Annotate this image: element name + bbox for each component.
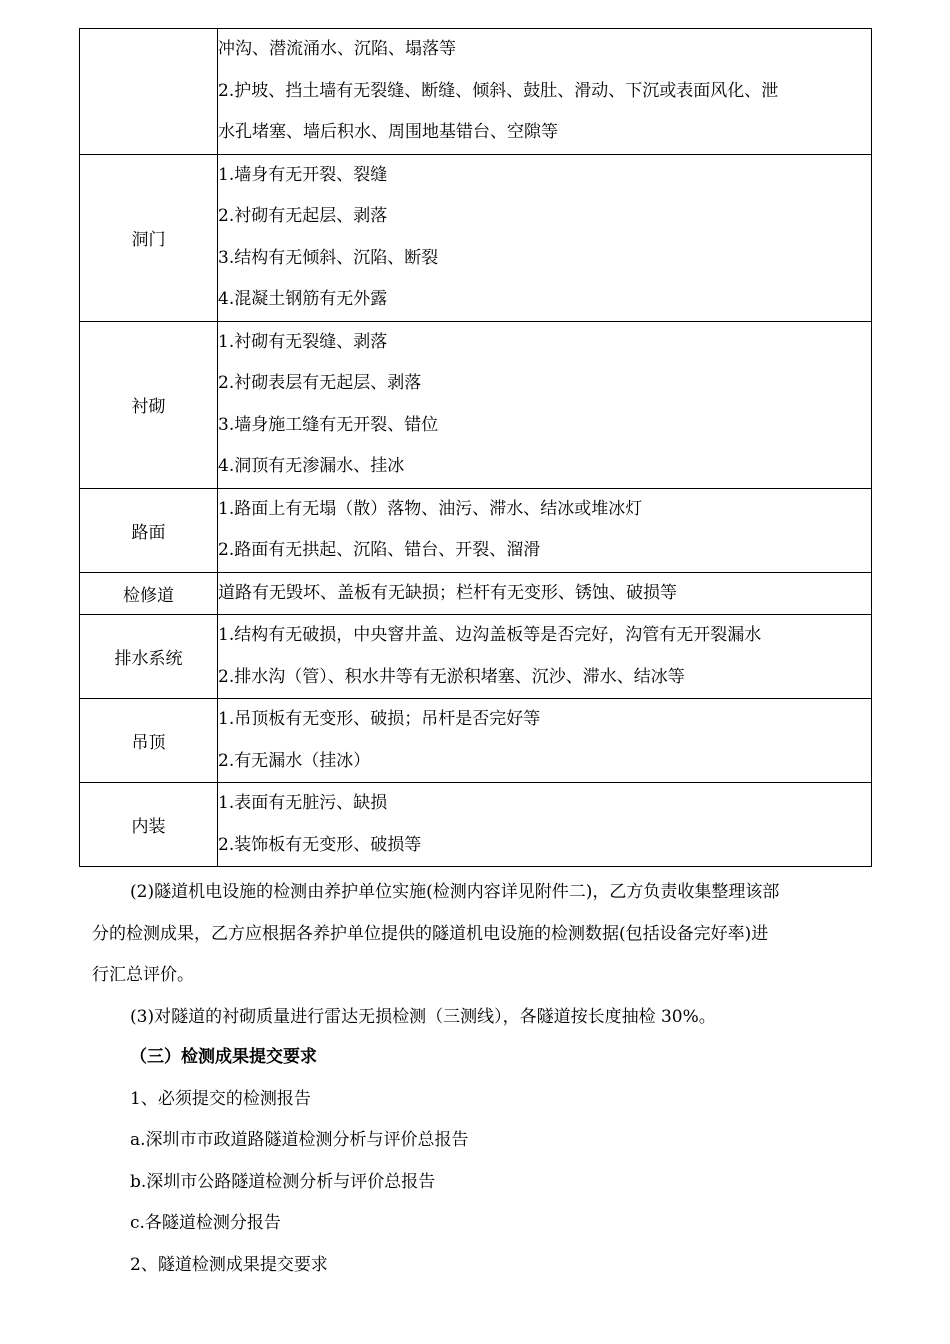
- table-row: [80, 29, 872, 155]
- item-line: 冲沟、潜流涌水、沉陷、塌落等: [218, 39, 456, 59]
- paragraph-2-line-3: 行汇总评价。: [92, 965, 194, 985]
- item-line: 1.路面上有无塌（散）落物、油污、滞水、结冰或堆冰灯: [218, 498, 643, 519]
- table-row: [80, 321, 872, 488]
- item-line: 道路有无毁坏、盖板有无缺损；栏杆有无变形、锈蚀、破损等: [218, 582, 677, 603]
- category-cell: [80, 29, 218, 155]
- paragraph-2-line-2: 分的检测成果，乙方应根据各养护单位提供的隧道机电设施的检测数据(包括设备完好率)进: [92, 924, 769, 944]
- item-line: 1.衬砌有无裂缝、剥落: [218, 331, 388, 352]
- items-cell: [218, 154, 872, 321]
- list-item-2: 2、隧道检测成果提交要求: [130, 1255, 328, 1275]
- item-line: 1.结构有无破损，中央窨井盖、边沟盖板等是否完好，沟管有无开裂漏水: [218, 625, 762, 645]
- item-line: 2.排水沟（管）、积水井等有无淤积堵塞、沉沙、滞水、结冰等: [218, 666, 685, 687]
- item-line: 2.衬砌有无起层、剥落: [218, 206, 388, 226]
- item-line: 2.护坡、挡土墙有无裂缝、断缝、倾斜、鼓肚、滑动、下沉或表面风化、泄: [218, 80, 779, 101]
- table-row: [80, 699, 872, 783]
- section-heading: （三）检测成果提交要求: [130, 1047, 317, 1067]
- item-line: 3.结构有无倾斜、沉陷、断裂: [218, 247, 439, 268]
- paragraph-3: (3)对隧道的衬砌质量进行雷达无损检测（三测线），各隧道按长度抽检 30%。: [130, 1007, 716, 1027]
- items-cell: [218, 29, 872, 155]
- paragraph-2-line-1: (2)隧道机电设施的检测由养护单位实施(检测内容详见附件二)，乙方负责收集整理该部: [130, 882, 780, 902]
- item-line: 2.衬砌表层有无起层、剥落: [218, 373, 422, 393]
- items-cell: [218, 699, 872, 783]
- list-item-1a: a.深圳市市政道路隧道检测分析与评价总报告: [130, 1130, 469, 1150]
- items-cell: [218, 783, 872, 867]
- items-cell: [218, 488, 872, 572]
- table-row: [80, 572, 872, 615]
- list-item-1c: c.各隧道检测分报告: [130, 1213, 281, 1233]
- item-line: 2.路面有无拱起、沉陷、错台、开裂、溜滑: [218, 540, 541, 560]
- category-cell: 排水系统: [80, 615, 218, 699]
- items-cell: [218, 615, 872, 699]
- inspection-table: [79, 28, 872, 867]
- table-row: [80, 615, 872, 699]
- item-line: 1.吊顶板有无变形、破损；吊杆是否完好等: [218, 709, 541, 729]
- category-cell: 吊顶: [80, 699, 218, 783]
- items-cell: [218, 572, 872, 615]
- category-cell: 路面: [80, 488, 218, 572]
- category-cell: 洞门: [80, 154, 218, 321]
- category-cell: 衬砌: [80, 321, 218, 488]
- table-row: [80, 488, 872, 572]
- category-cell: 内装: [80, 783, 218, 867]
- item-line: 4.洞顶有无渗漏水、挂冰: [218, 456, 405, 476]
- items-cell: [218, 321, 872, 488]
- category-cell: 检修道: [80, 572, 218, 615]
- table-row: [80, 154, 872, 321]
- item-line: 1.墙身有无开裂、裂缝: [218, 164, 388, 185]
- item-line: 3.墙身施工缝有无开裂、错位: [218, 414, 439, 435]
- item-line: 2.装饰板有无变形、破损等: [218, 834, 422, 855]
- list-item-1b: b.深圳市公路隧道检测分析与评价总报告: [130, 1172, 436, 1192]
- item-line: 4.混凝土钢筋有无外露: [218, 289, 388, 309]
- table-row: [80, 783, 872, 867]
- item-line: 2.有无漏水（挂冰）: [218, 750, 371, 771]
- item-line: 1.表面有无脏污、缺损: [218, 793, 388, 813]
- list-item-1: 1、必须提交的检测报告: [130, 1089, 311, 1109]
- item-line: 水孔堵塞、墙后积水、周围地基错台、空隙等: [218, 122, 558, 142]
